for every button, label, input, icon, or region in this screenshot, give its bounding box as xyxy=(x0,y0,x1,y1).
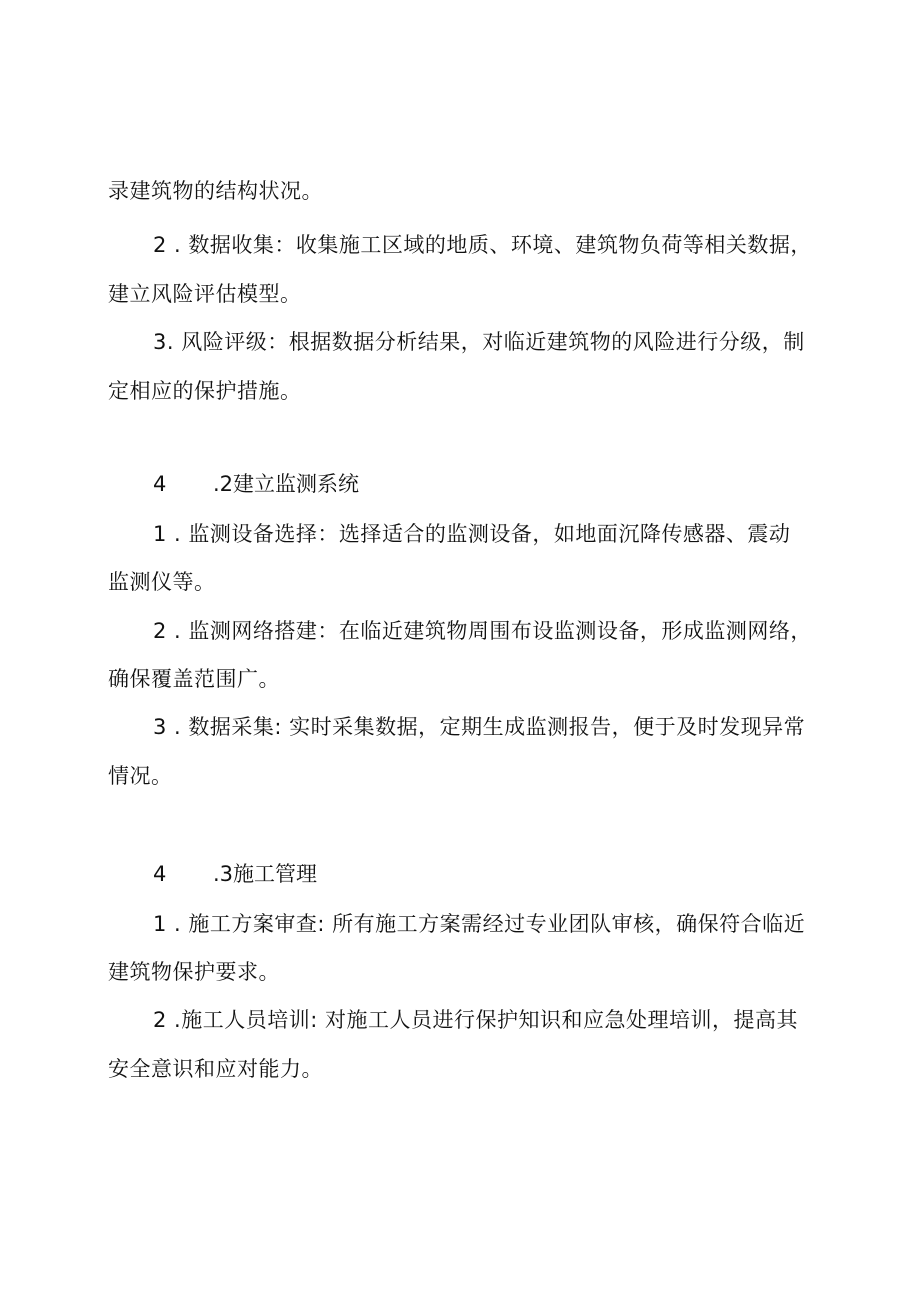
paragraph-line: 2 .施工人员培训: 对施工人员进行保护知识和应急处理培训，提高其 xyxy=(153,1008,798,1032)
paragraph-line: 情况。 xyxy=(108,764,173,788)
paragraph-line: 录建筑物的结构状况。 xyxy=(108,179,323,203)
paragraph-line: 1 . 监测设备选择：选择适合的监测设备，如地面沉降传感器、震动 xyxy=(153,522,791,546)
paragraph-line: 2 . 数据收集：收集施工区域的地质、环境、建筑物负荷等相关数据， xyxy=(153,233,812,257)
paragraph-line: 确保覆盖范围广。 xyxy=(108,667,280,691)
section-heading xyxy=(153,859,317,889)
paragraph-line: 安全意识和应对能力。 xyxy=(108,1057,323,1081)
section-title: .3施工管理 xyxy=(213,862,318,886)
paragraph-line: 监测仪等。 xyxy=(108,570,216,594)
paragraph-line: 建筑物保护要求。 xyxy=(108,960,280,984)
paragraph-line: 1 . 施工方案审查: 所有施工方案需经过专业团队审核，确保符合临近 xyxy=(153,912,806,936)
paragraph-line: 2 . 监测网络搭建：在临近建筑物周围布设监测设备，形成监测网络， xyxy=(153,619,812,643)
section-heading xyxy=(153,469,359,499)
paragraph-line: 建立风险评估模型。 xyxy=(108,282,302,306)
section-number: 4 xyxy=(153,862,167,886)
paragraph-line: 3 . 数据采集: 实时采集数据，定期生成监测报告，便于及时发现异常 xyxy=(153,715,806,739)
section-title: .2建立监测系统 xyxy=(213,472,360,496)
paragraph-line: 定相应的保护措施。 xyxy=(108,379,302,403)
paragraph-line: 3. 风险评级：根据数据分析结果，对临近建筑物的风险进行分级，制 xyxy=(153,330,805,354)
section-number: 4 xyxy=(153,472,167,496)
